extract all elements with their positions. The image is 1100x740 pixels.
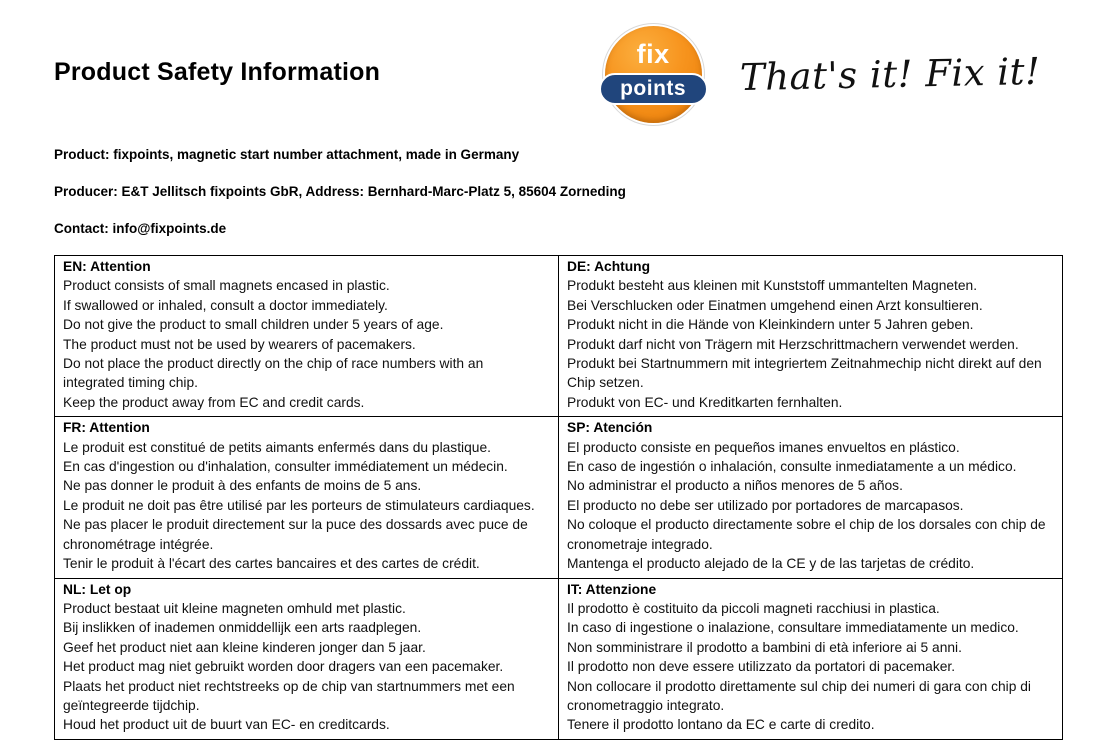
- safety-line: Tenere il prodotto lontano da EC e carte di credito.: [567, 717, 875, 733]
- brand-tagline: That's it! Fix it!: [739, 49, 1041, 100]
- safety-line: Do not give the product to small children under 5 years of age.: [63, 317, 444, 333]
- safety-line: If swallowed or inhaled, consult a doctor immediately.: [63, 297, 388, 313]
- table-row: [55, 578, 1063, 739]
- safety-line: Het product mag niet gebruikt worden door dragers van een pacemaker.: [63, 659, 504, 675]
- header-row: [54, 20, 1058, 123]
- cell-header: IT: Attenzione: [567, 581, 657, 597]
- safety-line: El producto consiste en pequeños imanes envueltos en plástico.: [567, 439, 960, 455]
- safety-line: Ne pas placer le produit directement sur la puce des dossards avec puce de chronométrage intégrée.: [63, 517, 528, 552]
- logo-text-fix: fix: [636, 39, 670, 69]
- cell-header: DE: Achtung: [567, 259, 651, 274]
- safety-line: Produkt darf nicht von Trägern mit Herzschrittmachern verwendet werden.: [567, 336, 1019, 352]
- safety-line: Bei Verschlucken oder Einatmen umgehend einen Arzt konsultieren.: [567, 297, 983, 313]
- safety-cell-fr: [55, 417, 559, 578]
- safety-line: Bij inslikken of inademen onmiddellijk een arts raadplegen.: [63, 620, 422, 636]
- safety-line: En cas d'ingestion ou d'inhalation, consulter immédiatement un médecin.: [63, 459, 508, 475]
- safety-line: Le produit est constitué de petits aimants enfermés dans du plastique.: [63, 439, 491, 455]
- cell-header: NL: Let op: [63, 581, 132, 597]
- producer-line: Producer: E&T Jellitsch fixpoints GbR, Address: Bernhard-Marc-Platz 5, 85604 Zorneding: [54, 184, 626, 199]
- safety-cell-it: [559, 578, 1063, 739]
- safety-line: Non collocare il prodotto direttamente sul chip dei numeri di gara con chip di cronometraggio integrato.: [567, 678, 1031, 713]
- safety-line: No coloque el producto directamente sobre el chip de los dorsales con chip de cronometraje integrado.: [567, 517, 1046, 552]
- safety-line: Il prodotto non deve essere utilizzato da portatori di pacemaker.: [567, 659, 956, 675]
- table-row: [55, 417, 1063, 578]
- safety-line: Non somministrare il prodotto a bambini di età inferiore ai 5 anni.: [567, 639, 962, 655]
- safety-line: No administrar el producto a niños menores de 5 años.: [567, 478, 903, 494]
- table-row: [55, 256, 1063, 417]
- safety-line: Plaats het product niet rechtstreeks op de chip van startnummers met een geïntegreerde tijdchip.: [63, 678, 515, 713]
- safety-line: Produkt nicht in die Hände von Kleinkindern unter 5 Jahren geben.: [567, 317, 974, 333]
- safety-line: In caso di ingestione o inalazione, consultare immediatamente un medico.: [567, 620, 1019, 636]
- safety-line: Product consists of small magnets encased in plastic.: [63, 278, 390, 294]
- safety-cell-de: [559, 256, 1063, 417]
- safety-cell-en: [55, 256, 559, 417]
- safety-cell-sp: [559, 417, 1063, 578]
- safety-line: En caso de ingestión o inhalación, consulte inmediatamente a un médico.: [567, 459, 1017, 475]
- safety-line: The product must not be used by wearers of pacemakers.: [63, 336, 416, 352]
- safety-line: Keep the product away from EC and credit cards.: [63, 394, 365, 410]
- page-title: Product Safety Information: [54, 58, 381, 86]
- safety-line: Produkt von EC- und Kreditkarten fernhalten.: [567, 394, 843, 410]
- safety-line: Geef het product niet aan kleine kinderen jonger dan 5 jaar.: [63, 639, 426, 655]
- safety-cell-nl: [55, 578, 559, 739]
- safety-line: Produkt bei Startnummern mit integriertem Zeitnahmechip nicht direkt auf den Chip setzen.: [567, 356, 1042, 391]
- cell-header: SP: Atención: [567, 420, 653, 436]
- fixpoints-logo-icon: [605, 26, 702, 123]
- product-line: Product: fixpoints, magnetic start number attachment, made in Germany: [54, 147, 520, 162]
- safety-line: El producto no debe ser utilizado por portadores de marcapasos.: [567, 497, 964, 513]
- safety-line: Il prodotto è costituito da piccoli magneti racchiusi in plastica.: [567, 600, 940, 616]
- safety-line: Produkt besteht aus kleinen mit Kunststoff ummantelten Magneten.: [567, 278, 978, 294]
- safety-line: Ne pas donner le produit à des enfants de moins de 5 ans.: [63, 478, 422, 494]
- safety-line: Product bestaat uit kleine magneten omhuld met plastic.: [63, 600, 406, 616]
- safety-line: Tenir le produit à l'écart des cartes bancaires et des cartes de crédit.: [63, 556, 480, 572]
- cell-header: FR: Attention: [63, 420, 150, 436]
- contact-line: Contact: info@fixpoints.de: [54, 221, 227, 236]
- cell-header: EN: Attention: [63, 259, 151, 274]
- safety-line: Do not place the product directly on the chip of race numbers with an integrated timing chip.: [63, 356, 484, 391]
- brand-area: [605, 26, 1040, 123]
- safety-table: [54, 255, 1063, 740]
- logo-text-points: points: [599, 73, 708, 105]
- safety-line: Le produit ne doit pas être utilisé par les porteurs de stimulateurs cardiaques.: [63, 497, 535, 513]
- safety-line: Houd het product uit de buurt van EC- en creditcards.: [63, 717, 390, 733]
- safety-line: Mantenga el producto alejado de la CE y de las tarjetas de crédito.: [567, 556, 975, 572]
